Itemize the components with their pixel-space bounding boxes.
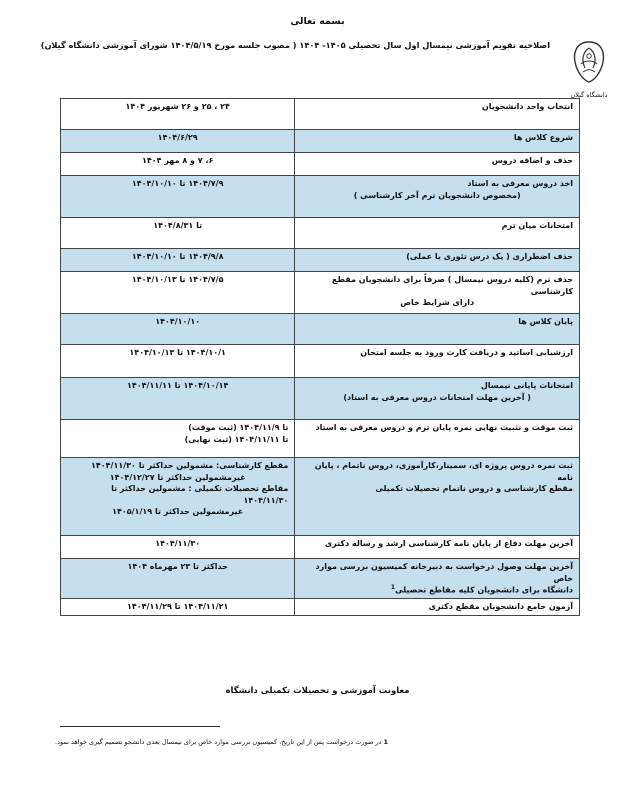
date-cell [61,458,295,536]
calendar-row [61,378,580,420]
date-text: غیرمشمولین حداکثر تا ۱۴۰۴/۱۲/۲۷ [109,472,246,482]
university-seal-icon [567,38,611,86]
activity-cell [295,249,580,272]
date-text: تا ۱۴۰۴/۱۱/۱۱ (ثبت نهایی) [184,434,289,444]
activity-text: آخرین مهلت وصول درخواست به دبیرخانه کمیسیون بررسی موارد خاص [315,562,573,583]
activity-cell [295,599,580,616]
activity-cell [295,153,580,176]
calendar-row [61,272,580,314]
date-cell [61,176,295,218]
activity-text: اخذ دروس معرفی به استاد [467,179,573,188]
date-text: ۱۴۰۴/۶/۲۹ [157,133,198,142]
calendar-row [61,130,580,153]
date-text: مقطع کارشناسی: مشمولین حداکثر تا ۱۴۰۴/۱۱/۳۰ [91,461,289,470]
footnote-text: در صورت درخواست پس از این تاریخ، کمیسیون بررسی موارد خاص برای نیمسال بعدی دانشجو تصمیم گیری خواهد نمود. [55,738,382,746]
activity-text: آزمون جامع دانشجویان مقطع دکتری [428,602,573,612]
date-text: ۱۴۰۴/۱۱/۲۱ تا ۱۴۰۴/۱۱/۲۹ [126,602,229,612]
activity-text: (مخصوص دانشجویان ترم آخر کارشناسی ) [353,190,521,200]
activity-text: ( آخرین مهلت امتحانات دروس معرفی به استاد) [343,392,531,402]
calendar-row [61,559,580,599]
activity-text: مقطع کارشناسی و دروس ناتمام تحصیلات تکمیلی [375,484,573,494]
university-logo [567,38,611,102]
activity-cell [295,458,580,536]
date-cell [61,378,295,420]
activity-cell [295,314,580,345]
activity-text: دانشگاه برای دانشجویان کلیه مقاطع تحصیلی$^1$ [390,584,573,595]
activity-cell [295,559,580,599]
date-text: غیرمشمولین حداکثر تا ۱۴۰۵/۱/۱۹ [112,507,244,517]
date-text: ۱۴۰۴/۱۰/۱۴ تا ۱۴۰۴/۱۱/۱۱ [126,381,229,390]
activity-cell [295,420,580,458]
activity-text: ثبت نمره دروس پروژه ای، سمینار،کارآموزی، دروس ناتمام ، پایان نامه [314,461,573,482]
date-text: ۱۴۰۴/۹/۸ تا ۱۴۰۴/۱۰/۱۰ [131,252,224,261]
date-cell [61,249,295,272]
calendar-row [61,99,580,130]
activity-text: انتخاب واحد دانشجویان [481,102,573,111]
footnote-number: 1 [383,738,389,746]
activity-cell [295,99,580,130]
date-text: ۶، ۷ و ۸ مهر ۱۴۰۴ [142,156,214,165]
date-cell [61,559,295,599]
invocation-heading: بسمه تعالی [290,16,345,27]
footnote-divider [60,726,220,727]
activity-text: پایان کلاس ها [518,317,573,326]
date-text: ۲۴ ، ۲۵ و ۲۶ شهریور ۱۴۰۴ [125,102,230,111]
date-cell [61,153,295,176]
date-text: تا ۱۴۰۴/۱۱/۹ (ثبت موقت) [188,423,289,432]
date-text: ۱۴۰۴/۷/۹ تا ۱۴۰۴/۱۰/۱۰ [131,179,224,188]
academic-calendar-table [60,98,580,616]
activity-cell [295,130,580,153]
calendar-row [61,599,580,616]
date-text: ۱۴۰۴/۷/۵ تا ۱۴۰۴/۱۰/۱۳ [131,275,224,284]
date-text: ۱۴۰۴/۱۰/۱۰ [155,317,201,326]
activity-text: حذف ترم (کلیه دروس نیمسال ) صرفاً برای دانشجویان مقطع کارشناسی [332,275,573,296]
date-cell [61,272,295,314]
date-cell [61,345,295,378]
activity-text: دارای شرایط خاص [400,298,475,308]
activity-text: شروع کلاس ها [513,133,573,142]
activity-cell [295,536,580,559]
activity-text: حذف اضطراری ( یک درس تئوری یا عملی) [406,252,573,261]
calendar-row [61,153,580,176]
calendar-row [61,345,580,378]
activity-cell [295,272,580,314]
calendar-row [61,249,580,272]
date-cell [61,599,295,616]
activity-text: امتحانات میان ترم [501,221,573,230]
calendar-row [61,536,580,559]
calendar-row [61,420,580,458]
document-title: اصلاحیه تقویم آموزشی نیمسال اول سال تحصیلی ۱۴۰۵- ۱۴۰۴ ( مصوب جلسه مورخ ۱۴۰۴/۵/۱۹ شورای آموزشی دانشگاه گیلان) [40,40,550,50]
activity-text: آخرین مهلت دفاع از پایان نامه کارشناسی ارشد و رساله دکتری [324,539,573,548]
date-cell [61,99,295,130]
calendar-row [61,218,580,249]
logo-caption: دانشگاه گیلان [570,91,608,99]
activity-cell [295,218,580,249]
date-cell [61,420,295,458]
activity-text: ارزشیابی اساتید و دریافت کارت ورود به جلسه امتحان [360,348,573,357]
activity-text: ثبت موقت و تثبیت نهایی نمره پایان ترم و دروس معرفی به استاد [315,423,573,432]
signature-line: معاونت آموزشی و تحصیلات تکمیلی دانشگاه [225,686,410,696]
activity-text: حذف و اضافه دروس [491,156,573,165]
date-text: تا ۱۴۰۴/۸/۳۱ [153,221,203,230]
activity-cell [295,378,580,420]
date-cell [61,314,295,345]
calendar-row [61,458,580,536]
calendar-row [61,176,580,218]
date-cell [61,536,295,559]
date-text: ۱۴۰۴/۱۰/۱ تا ۱۴۰۴/۱۰/۱۳ [129,348,226,357]
date-text: حداکثر تا ۲۳ مهرماه ۱۴۰۴ [127,562,228,571]
activity-cell [295,176,580,218]
footnote-reference: 1 [390,584,395,592]
date-cell [61,130,295,153]
activity-cell [295,345,580,378]
date-text: ۱۴۰۴/۱۱/۳۰ [155,539,201,548]
calendar-row [61,314,580,345]
date-cell [61,218,295,249]
footnote [55,738,575,746]
date-text: مقاطع تحصیلات تکمیلی : مشمولین حداکثر تا ۱۴۰۴/۱۱/۳۰ [111,484,289,505]
activity-text: امتحانات پایانی نیمسال [480,381,573,390]
